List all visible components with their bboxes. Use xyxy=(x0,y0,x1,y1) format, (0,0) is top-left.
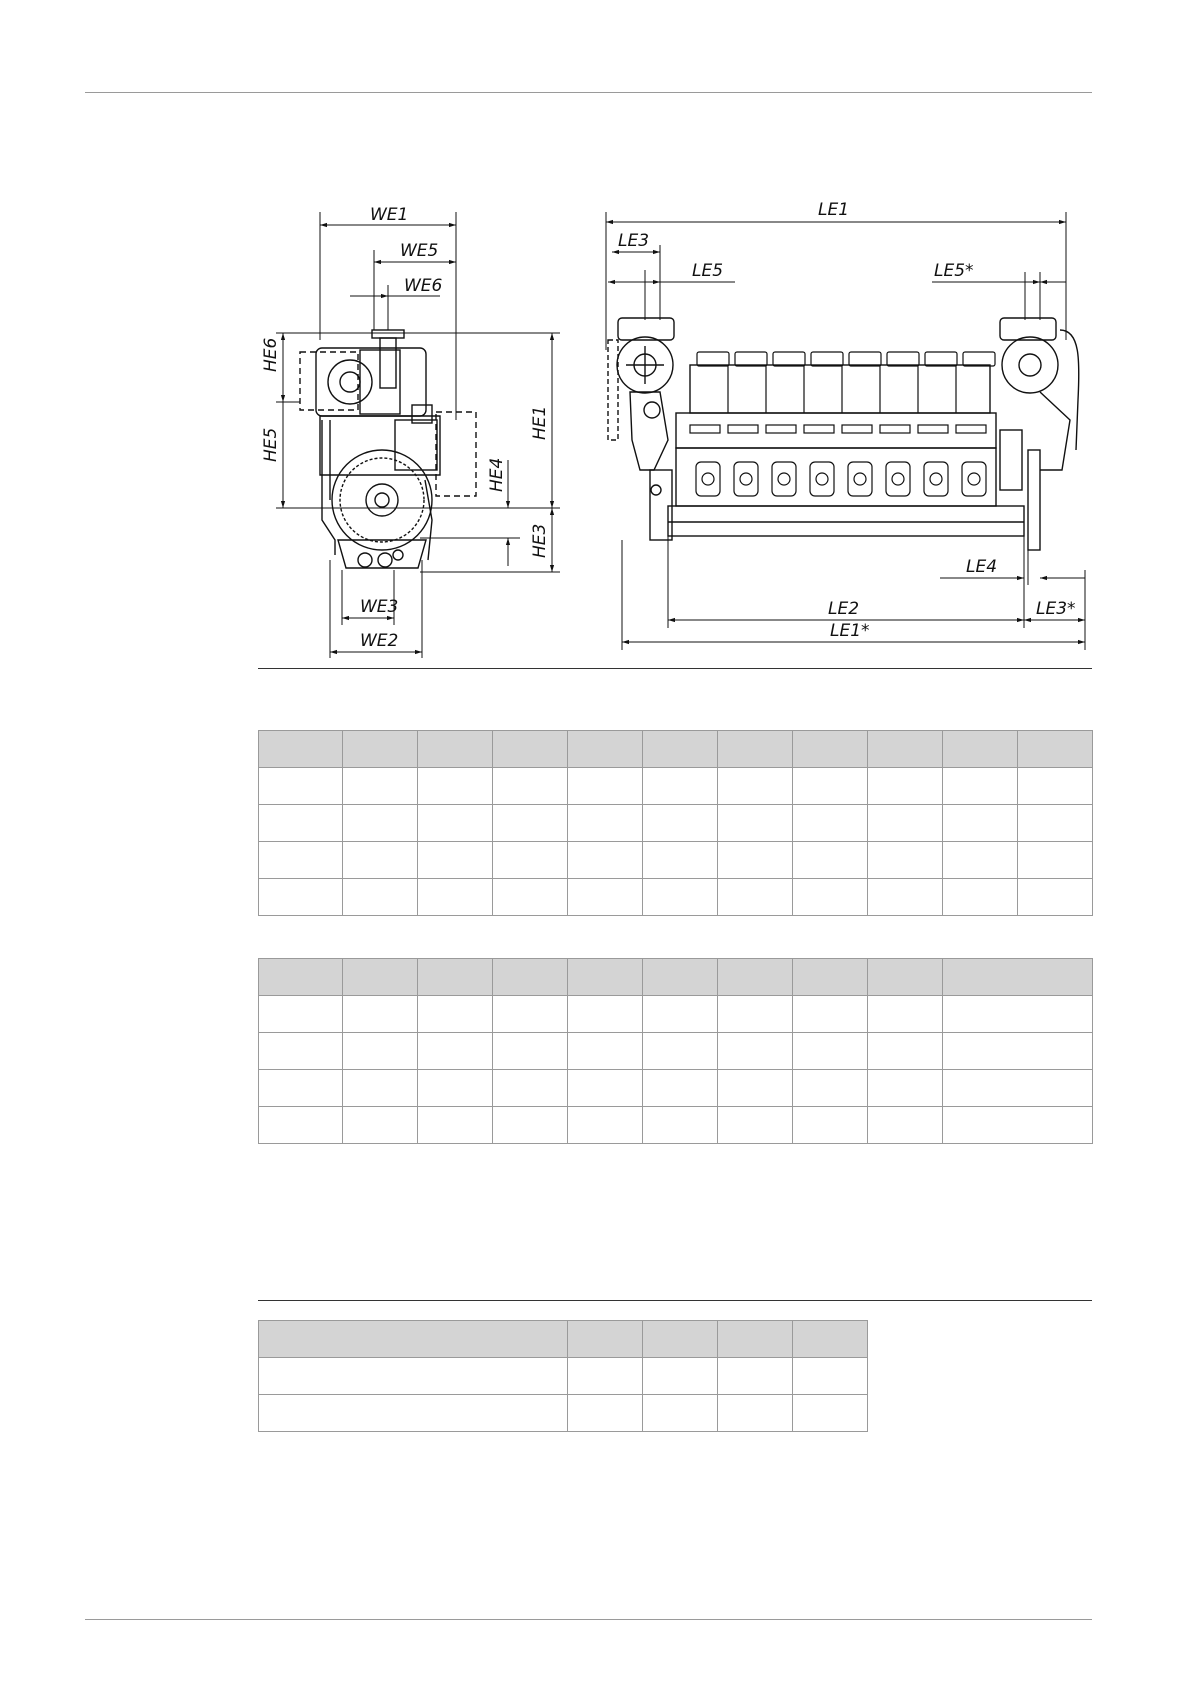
header-cell xyxy=(259,1321,568,1358)
header-cell xyxy=(943,959,1093,996)
table-cell xyxy=(943,768,1018,805)
header-cell xyxy=(793,1321,868,1358)
table-row xyxy=(259,768,1093,805)
dimensions-table-2 xyxy=(258,958,1093,1144)
table-cell xyxy=(343,996,418,1033)
table-cell xyxy=(418,1033,493,1070)
svg-text:LE5*: LE5* xyxy=(934,261,974,281)
table-cell xyxy=(418,842,493,879)
table-cell xyxy=(418,768,493,805)
table-cell xyxy=(343,1070,418,1107)
table-cell xyxy=(943,879,1018,916)
table-cell xyxy=(568,1395,643,1432)
table-cell xyxy=(868,842,943,879)
table-cell xyxy=(793,1033,868,1070)
table-cell xyxy=(343,879,418,916)
svg-text:HE1: HE1 xyxy=(530,405,550,440)
table-cell xyxy=(418,996,493,1033)
table-cell xyxy=(493,1107,568,1144)
table-cell xyxy=(868,1033,943,1070)
table-cell xyxy=(643,1033,718,1070)
table-cell xyxy=(793,1070,868,1107)
table-row xyxy=(259,1070,1093,1107)
table-cell xyxy=(868,1107,943,1144)
table-cell xyxy=(643,805,718,842)
svg-text:LE3: LE3 xyxy=(618,231,650,251)
table-cell xyxy=(793,1358,868,1395)
svg-text:WE3: WE3 xyxy=(360,597,399,617)
table-cell xyxy=(943,842,1018,879)
table-cell xyxy=(718,1395,793,1432)
table-cell xyxy=(943,805,1018,842)
svg-text:HE6: HE6 xyxy=(261,337,281,372)
table-cell xyxy=(943,1070,1093,1107)
table-cell xyxy=(568,996,643,1033)
engine-dimension-drawing xyxy=(0,0,1191,700)
table-row xyxy=(259,1033,1093,1070)
svg-text:HE3: HE3 xyxy=(530,523,550,558)
table-cell xyxy=(493,996,568,1033)
header-cell xyxy=(259,731,343,768)
table-cell xyxy=(343,842,418,879)
table-cell xyxy=(643,1395,718,1432)
svg-text:HE5: HE5 xyxy=(261,427,281,462)
header-cell xyxy=(793,959,868,996)
table-cell xyxy=(259,1070,343,1107)
table-cell xyxy=(868,996,943,1033)
table-row xyxy=(259,1395,868,1432)
table-cell xyxy=(643,768,718,805)
table-cell xyxy=(793,842,868,879)
table-cell xyxy=(259,1358,568,1395)
section-rule-lower xyxy=(258,1300,1092,1301)
table-row xyxy=(259,996,1093,1033)
table-cell xyxy=(568,768,643,805)
table-cell xyxy=(1018,768,1093,805)
table-cell xyxy=(718,1358,793,1395)
header-cell xyxy=(568,1321,643,1358)
table-cell xyxy=(793,879,868,916)
table-cell xyxy=(868,1070,943,1107)
header-cell xyxy=(343,731,418,768)
table-cell xyxy=(568,1358,643,1395)
table-cell xyxy=(1018,842,1093,879)
header-cell xyxy=(868,959,943,996)
summary-table xyxy=(258,1320,868,1432)
front-view-labels xyxy=(261,205,550,651)
table-cell xyxy=(493,1070,568,1107)
table-cell xyxy=(643,1070,718,1107)
table-row xyxy=(259,805,1093,842)
table-cell xyxy=(493,768,568,805)
side-view-cylinders xyxy=(690,352,995,496)
table-row xyxy=(259,1107,1093,1144)
header-cell xyxy=(568,959,643,996)
table-cell xyxy=(718,768,793,805)
table-header-row xyxy=(259,731,1093,768)
side-view-engine xyxy=(608,318,1079,550)
svg-text:LE4: LE4 xyxy=(966,557,998,577)
table-cell xyxy=(343,768,418,805)
header-cell xyxy=(943,731,1018,768)
front-view-engine xyxy=(300,330,476,568)
table-cell xyxy=(643,1107,718,1144)
table-cell xyxy=(718,805,793,842)
header-cell xyxy=(568,731,643,768)
table-header-row xyxy=(259,959,1093,996)
table-cell xyxy=(868,805,943,842)
svg-text:LE1: LE1 xyxy=(818,200,850,220)
header-cell xyxy=(493,731,568,768)
table-cell xyxy=(943,1033,1093,1070)
table-cell xyxy=(868,879,943,916)
header-cell xyxy=(643,959,718,996)
table-cell xyxy=(793,768,868,805)
svg-text:WE6: WE6 xyxy=(404,276,443,296)
header-cell xyxy=(493,959,568,996)
svg-text:WE2: WE2 xyxy=(360,631,399,651)
dimensions-table-1 xyxy=(258,730,1093,916)
table-cell xyxy=(568,1033,643,1070)
table-cell xyxy=(718,879,793,916)
table-cell xyxy=(259,879,343,916)
header-cell xyxy=(643,1321,718,1358)
svg-text:LE1*: LE1* xyxy=(830,621,870,641)
table-cell xyxy=(1018,879,1093,916)
table-cell xyxy=(568,842,643,879)
table-cell xyxy=(718,1070,793,1107)
table-cell xyxy=(418,805,493,842)
svg-text:LE5: LE5 xyxy=(692,261,724,281)
table-cell xyxy=(343,1033,418,1070)
table-cell xyxy=(568,805,643,842)
header-cell xyxy=(1018,731,1093,768)
table-row xyxy=(259,879,1093,916)
table-cell xyxy=(718,1033,793,1070)
table-cell xyxy=(793,1395,868,1432)
header-cell xyxy=(259,959,343,996)
table-cell xyxy=(943,996,1093,1033)
table-cell xyxy=(718,842,793,879)
svg-text:HE4: HE4 xyxy=(487,457,507,492)
table-cell xyxy=(568,1107,643,1144)
side-view-dimensions xyxy=(606,212,1085,650)
table-cell xyxy=(793,805,868,842)
table-cell xyxy=(259,805,343,842)
table-cell xyxy=(418,1107,493,1144)
table-row xyxy=(259,1358,868,1395)
svg-text:WE5: WE5 xyxy=(400,241,439,261)
header-cell xyxy=(868,731,943,768)
header-cell xyxy=(418,959,493,996)
table-cell xyxy=(868,768,943,805)
table-cell xyxy=(718,1107,793,1144)
header-cell xyxy=(343,959,418,996)
section-rule-drawing xyxy=(258,668,1092,669)
table-cell xyxy=(718,996,793,1033)
header-cell xyxy=(718,731,793,768)
table-cell xyxy=(418,879,493,916)
table-cell xyxy=(493,842,568,879)
table-cell xyxy=(259,996,343,1033)
header-cell xyxy=(418,731,493,768)
table-cell xyxy=(259,1395,568,1432)
table-cell xyxy=(343,805,418,842)
table-cell xyxy=(259,842,343,879)
table-cell xyxy=(1018,805,1093,842)
header-cell xyxy=(718,1321,793,1358)
table-cell xyxy=(568,879,643,916)
table-cell xyxy=(418,1070,493,1107)
table-cell xyxy=(493,805,568,842)
svg-text:WE1: WE1 xyxy=(370,205,409,225)
table-cell xyxy=(493,879,568,916)
side-view-labels xyxy=(618,200,1076,641)
table-cell xyxy=(643,1358,718,1395)
header-cell xyxy=(643,731,718,768)
svg-text:LE2: LE2 xyxy=(828,599,860,619)
table-cell xyxy=(568,1070,643,1107)
table-cell xyxy=(343,1107,418,1144)
table-cell xyxy=(643,842,718,879)
table-cell xyxy=(259,1107,343,1144)
table-row xyxy=(259,842,1093,879)
table-cell xyxy=(943,1107,1093,1144)
header-cell xyxy=(718,959,793,996)
table-cell xyxy=(793,996,868,1033)
svg-text:LE3*: LE3* xyxy=(1036,599,1076,619)
table-cell xyxy=(793,1107,868,1144)
header-cell xyxy=(793,731,868,768)
table-cell xyxy=(643,879,718,916)
table-header-row xyxy=(259,1321,868,1358)
table-cell xyxy=(259,768,343,805)
footer-rule xyxy=(85,1619,1092,1620)
table-cell xyxy=(493,1033,568,1070)
table-cell xyxy=(259,1033,343,1070)
table-cell xyxy=(643,996,718,1033)
